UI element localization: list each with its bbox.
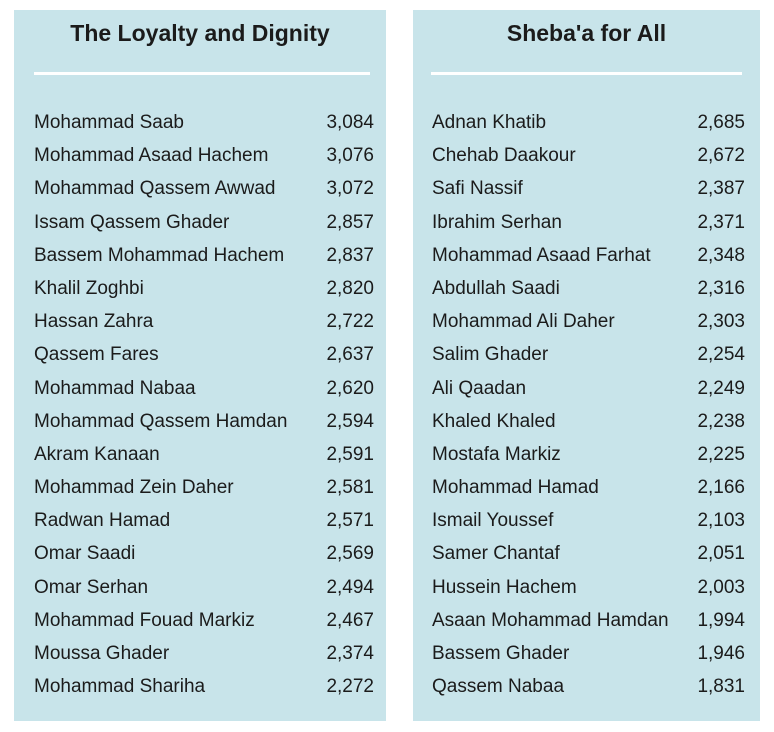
candidate-name: Issam Qassem Ghader	[34, 211, 230, 233]
candidate-name: Mostafa Markiz	[432, 443, 561, 465]
candidate-name: Qassem Fares	[34, 344, 159, 366]
candidate-row	[413, 338, 760, 371]
candidate-row	[413, 305, 760, 338]
candidate-name: Mohammad Ali Daher	[432, 311, 615, 333]
candidate-row	[413, 206, 760, 239]
candidate-votes: 1,831	[697, 676, 745, 698]
candidate-votes: 2,249	[697, 377, 745, 399]
title-divider	[34, 72, 370, 75]
candidate-name: Mohammad Shariha	[34, 676, 206, 698]
candidate-name: Hussein Hachem	[432, 576, 577, 598]
candidate-votes: 2,571	[326, 510, 374, 532]
candidate-name: Radwan Hamad	[34, 510, 171, 532]
candidate-name: Adnan Khatib	[432, 112, 547, 133]
candidate-votes: 2,387	[697, 178, 745, 200]
candidate-row	[14, 604, 386, 637]
list-panel-shebaa-for-all	[413, 10, 760, 721]
candidate-votes: 2,051	[697, 543, 745, 565]
candidate-row	[413, 537, 760, 570]
candidate-votes: 2,722	[326, 311, 374, 333]
candidate-name: Chehab Daakour	[432, 145, 576, 167]
candidate-row	[14, 338, 386, 371]
candidate-name: Samer Chantaf	[432, 543, 560, 565]
candidate-votes: 2,594	[326, 410, 374, 432]
candidate-row	[413, 139, 760, 172]
candidate-row	[413, 372, 760, 405]
candidate-row	[413, 239, 760, 272]
candidate-votes: 2,374	[326, 643, 374, 664]
list-title: Sheba'a for All	[506, 20, 667, 46]
candidate-row	[413, 438, 760, 471]
candidate-row	[14, 405, 386, 438]
candidate-votes: 2,166	[697, 477, 745, 499]
candidate-row	[14, 106, 386, 139]
candidate-votes: 2,820	[326, 277, 374, 299]
title-divider	[431, 72, 742, 75]
candidate-votes: 2,637	[326, 344, 374, 366]
candidate-votes: 2,857	[326, 211, 374, 233]
candidate-name: Qassem Nabaa	[432, 676, 565, 698]
candidate-row	[413, 106, 760, 139]
candidate-row	[413, 272, 760, 305]
candidate-name: Mohammad Qassem Hamdan	[34, 410, 288, 432]
candidate-name: Hassan Zahra	[34, 311, 154, 333]
list-title: The Loyalty and Dignity	[70, 20, 330, 46]
candidate-name: Moussa Ghader	[34, 643, 170, 664]
candidate-votes: 2,316	[697, 277, 745, 299]
candidate-votes: 2,272	[326, 676, 374, 698]
candidate-row	[14, 438, 386, 471]
candidate-votes: 2,591	[326, 443, 374, 465]
candidate-row	[413, 571, 760, 604]
candidate-name: Omar Saadi	[34, 543, 136, 565]
candidate-name: Ibrahim Serhan	[432, 211, 562, 233]
candidate-row	[14, 504, 386, 537]
candidate-row	[413, 670, 760, 703]
candidate-row	[413, 504, 760, 537]
candidate-name: Mohammad Zein Daher	[34, 477, 234, 499]
candidate-row	[14, 172, 386, 205]
candidate-row	[14, 305, 386, 338]
candidate-name: Mohammad Fouad Markiz	[34, 609, 255, 631]
candidate-name: Mohammad Saab	[34, 112, 184, 133]
candidate-votes: 2,003	[697, 576, 745, 598]
candidate-votes: 2,103	[697, 510, 745, 532]
candidate-votes: 2,620	[326, 377, 374, 399]
candidate-row	[413, 604, 760, 637]
candidate-row	[14, 372, 386, 405]
candidate-votes: 2,254	[697, 344, 745, 366]
candidate-votes: 2,467	[326, 609, 374, 631]
candidate-name: Salim Ghader	[432, 344, 549, 366]
candidate-name: Mohammad Asaad Farhat	[432, 244, 651, 266]
candidate-votes: 2,225	[697, 443, 745, 465]
candidate-name: Safi Nassif	[432, 178, 523, 200]
candidate-votes: 2,837	[326, 244, 374, 266]
candidate-name: Khalil Zoghbi	[34, 277, 144, 299]
candidate-row	[413, 405, 760, 438]
candidate-row	[14, 571, 386, 604]
candidate-name: Mohammad Nabaa	[34, 377, 196, 399]
candidate-row	[14, 670, 386, 703]
candidate-row	[14, 139, 386, 172]
candidate-row	[413, 471, 760, 504]
candidate-votes: 3,076	[326, 145, 374, 167]
candidate-votes: 1,946	[697, 643, 745, 664]
candidate-list	[14, 106, 386, 703]
list-panel-loyalty-and-dignity	[14, 10, 386, 721]
candidate-row	[413, 637, 760, 670]
candidate-votes: 2,371	[697, 211, 745, 233]
candidate-name: Asaan Mohammad Hamdan	[432, 609, 669, 631]
candidate-votes: 1,994	[697, 609, 745, 631]
candidate-votes: 3,072	[326, 178, 374, 200]
candidate-row	[14, 239, 386, 272]
candidate-name: Bassem Mohammad Hachem	[34, 244, 285, 266]
candidate-name: Akram Kanaan	[34, 443, 160, 465]
candidate-name: Mohammad Hamad	[432, 477, 599, 499]
candidate-name: Omar Serhan	[34, 576, 149, 598]
candidate-votes: 2,238	[697, 410, 745, 432]
candidate-list	[413, 106, 760, 703]
candidate-name: Bassem Ghader	[432, 643, 570, 664]
candidate-votes: 2,494	[326, 576, 374, 598]
candidate-name: Mohammad Asaad Hachem	[34, 145, 269, 167]
candidate-row	[14, 471, 386, 504]
candidate-name: Mohammad Qassem Awwad	[34, 178, 276, 200]
candidate-votes: 3,084	[326, 112, 374, 133]
candidate-votes: 2,672	[697, 145, 745, 167]
candidate-name: Ismail Youssef	[432, 510, 554, 532]
candidate-votes: 2,303	[697, 311, 745, 333]
candidate-row	[413, 172, 760, 205]
candidate-votes: 2,569	[326, 543, 374, 565]
candidate-name: Abdullah Saadi	[432, 277, 560, 299]
candidate-votes: 2,581	[326, 477, 374, 499]
candidate-row	[14, 637, 386, 670]
candidate-row	[14, 206, 386, 239]
candidate-row	[14, 537, 386, 570]
candidate-votes: 2,685	[697, 112, 745, 133]
candidate-votes: 2,348	[697, 244, 745, 266]
candidate-row	[14, 272, 386, 305]
candidate-name: Ali Qaadan	[432, 377, 527, 399]
candidate-name: Khaled Khaled	[432, 410, 556, 432]
